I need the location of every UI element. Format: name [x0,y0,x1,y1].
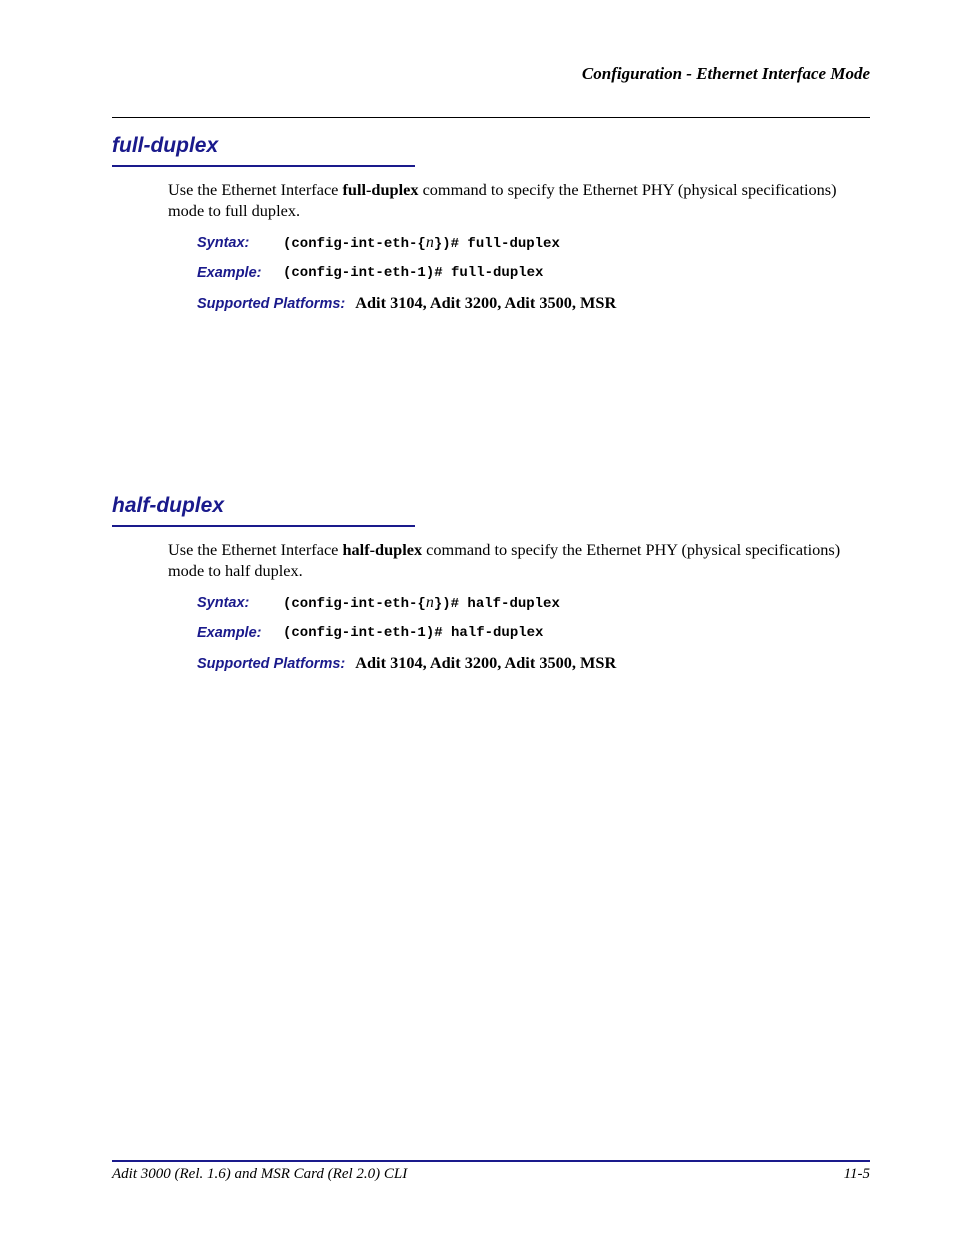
command-name: half-duplex [342,540,423,559]
syntax-row [197,588,870,618]
syntax-row [197,228,870,258]
section-title: full-duplex [112,134,219,157]
example-code: (config-int-eth-1)# half-duplex [283,625,544,641]
description-text: command to specify the Ethernet PHY (physical specifications) mode to half duplex. [168,540,841,580]
example-label: Example: [197,625,262,641]
syntax-prefix: (config-int-eth-{ [283,236,426,252]
header-rule [112,117,870,118]
title-rule [112,525,415,527]
footer-rule [112,1160,870,1162]
description-text: Use the Ethernet Interface [168,180,343,199]
section-title: half-duplex [112,494,225,517]
running-header: Configuration - Ethernet Interface Mode [581,64,870,83]
syntax-variable: n [425,594,434,611]
syntax-prefix: (config-int-eth-{ [283,596,426,612]
platforms-row [197,288,870,318]
syntax-code [283,588,560,619]
command-name: full-duplex [342,180,419,199]
description-text: Use the Ethernet Interface [168,540,343,559]
platforms-row [197,648,870,678]
syntax-label: Syntax: [197,235,250,251]
title-rule [112,165,415,167]
example-row [197,618,870,648]
syntax-suffix: })# half-duplex [433,596,560,612]
section-description [168,540,870,581]
platforms-value: Adit 3104, Adit 3200, Adit 3500, MSR [355,653,617,672]
footer-document-title: Adit 3000 (Rel. 1.6) and MSR Card (Rel 2.0) CLI [112,1166,408,1182]
platforms-label: Supported Platforms: [197,296,346,312]
platforms-label: Supported Platforms: [197,656,346,672]
syntax-variable: n [425,234,434,251]
syntax-suffix: })# full-duplex [433,236,560,252]
example-code: (config-int-eth-1)# full-duplex [283,265,544,281]
syntax-label: Syntax: [197,595,250,611]
syntax-code [283,228,560,259]
example-label: Example: [197,265,262,281]
platforms-value: Adit 3104, Adit 3200, Adit 3500, MSR [355,293,617,312]
description-text: command to specify the Ethernet PHY (physical specifications) mode to full duplex. [168,180,837,220]
footer-page-number: 11-5 [843,1166,870,1182]
section-half-duplex [112,493,870,678]
section-full-duplex [112,133,870,318]
section-description [168,180,870,221]
example-row [197,258,870,288]
